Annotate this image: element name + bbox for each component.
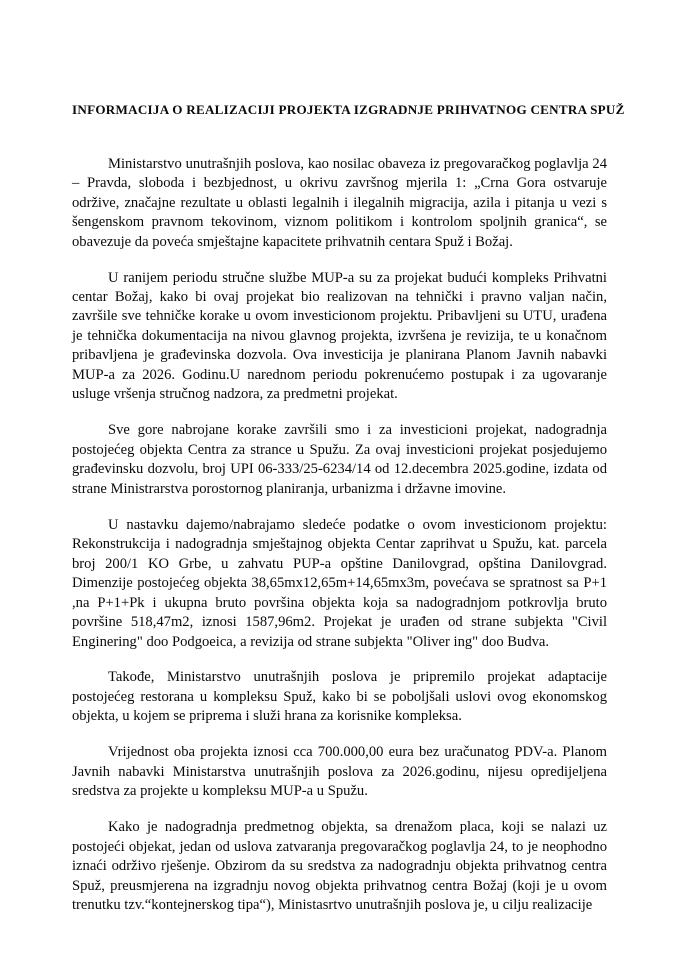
page-content-column (72, 0, 625, 916)
paragraph-obligation-chapter-24: Ministarstvo unutrašnjih poslova, kao nosilac obaveza iz pregovaračkog poglavlja 24 – Pravda, sloboda i bezbjednost, u okrivu završnog mjerila 1: „Crna Gora ostvaruje održive, značajne rezultate u oblasti legalnih i ilegalnih migracija, azila i pitanja u vezi s šengenskom pravnom tekovinom, viznom politikom i kontrolom spoljnih granica“, se obavezuje da poveća smještajne kapacitete prihvatnih centara Spuž i Božaj. (72, 155, 607, 250)
paragraph-bozaj-documentation: U ranijem periodu stručne službe MUP-a su za projekat budući kompleks Prihvatni centar Božaj, kako bi ovaj projekat bio realizovan na tehnički i pravno valjan način, završile sve tehničke korake u ovom investicionom projektu. Pribavljeni su UTU, urađena je tehnička dokumentacija na nivou glavnog projekta, izvršena je revizija, te u konačnom pribavljena je građevinska dozvola. Ova investicija je planirana Planom Javnih nabavki MUP-a za 2026. Godinu.U narednom periodu pokrenućemo postupak i za ugovaranje usluge vršenja stručnog nadzora, za predmetni projekat. (72, 269, 607, 403)
paragraph-drainage-conclusion: Kako je nadogradnja predmetnog objekta, sa drenažom placa, koji se nalazi uz postojeći objekat, jedan od uslova zatvaranja pregovaračkog poglavlja 24, to je neophodno iznaći održivo rješenje. Obzirom da su sredstva za nadogradnju objekta prihvatnog centra Spuž, preusmjerena na izgradnju novog objekta prihvatnog centra Božaj (koji je u ovom trenutku tzv.“kontejnerskog tipa“), Ministasrtvo unutrašnjih poslova je, u cilju realizacije (72, 819, 607, 914)
paragraph-project-value: Vrijednost oba projekta iznosi cca 700.000,00 eura bez uračunatog PDV-a. Planom Javnih nabavki Ministarstva unutrašnjih poslova za 2026.godinu, nijesu opredijeljena sredstva za projekte u kompleksu MUP-a u Spužu. (72, 744, 607, 800)
paragraph-restaurant-adaptation: Takođe, Ministarstvo unutrašnjih poslova je pripremilo projekat adaptacije postojećeg restorana u kompleksu Spuž, kako bi se poboljšali uslovi ovog ekonomskog objekta, u kojem se priprema i služi hrana za korisnike kompleksa. (72, 669, 607, 725)
paragraph-building-permit: Sve gore nabrojane korake završili smo i za investicioni projekat, nadogradnja postojećeg objekta Centra za strance u Spužu. Za ovaj investicioni projekat posjedujemo građevinsku dozvolu, broj UPI 06-333/25-6234/14 od 12.decembra 2025.godine, izdata od strane Ministrarstva porostornog planiranja, urbanizma i državne imovine. (72, 422, 607, 497)
document-title: INFORMACIJA O REALIZACIJI PROJEKTA IZGRADNJE PRIHVATNOG CENTRA SPUŽ (72, 102, 625, 117)
document-body (72, 118, 607, 916)
paragraph-project-details: U nastavku dajemo/nabrajamo sledeće podatke o ovom investicionom projektu: Rekonstrukcija i nadogradnja smještajnog objekta Centar zaprihvat u Spužu, kat. parcela broj 200/1 KO Grbe, u zahvatu PUP-a opštine Danilovgrad, opština Danilovgrad. Dimenzije postojećeg objekta 38,65mx12,65m+14,65mx3m, povećava se spratnost sa P+1 ,na P+1+Pk i ukupna bruto površina objekta koja sa nadogradnjom potkrovlja bruto površine 518,47m2, iznosi 1587,96m2. Projekat je urađen od strane subjekta "Civil Enginering" doo Podgoeica, a revizija od strane subjekta "Oliver ing" doo Budva. (72, 516, 607, 650)
